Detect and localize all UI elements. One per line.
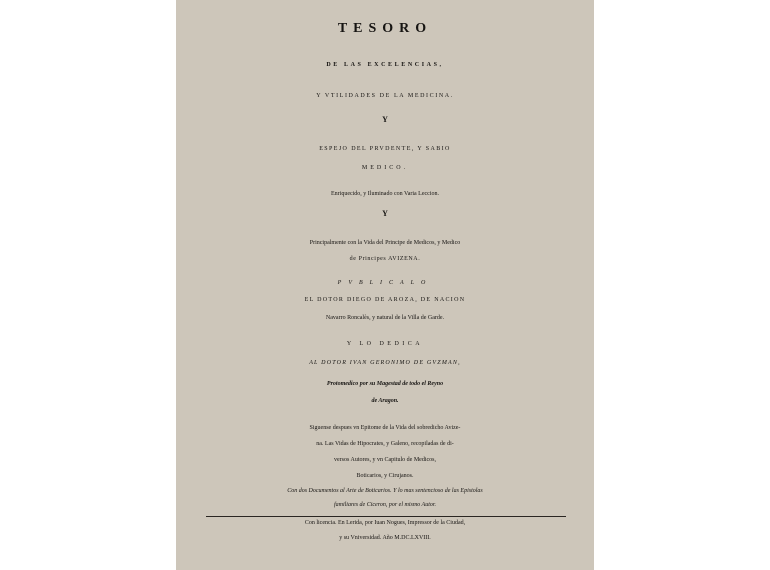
appendix-line: familiares de Ciceron, por el mismo Autor. bbox=[333, 502, 437, 508]
dedication-heading: Y LO DEDICA bbox=[346, 341, 424, 347]
title-page bbox=[176, 0, 594, 570]
conjunction-y: Y bbox=[382, 209, 388, 218]
appendix-line: Con dos Documentos al Arte de Boticarios. Y lo mas sentencioso de las Epistolas bbox=[287, 488, 483, 494]
contents-line: na. Las Vidas de Hipocrates, y Galeno, recopiladas de di- bbox=[316, 441, 454, 447]
imprint-line: Con licencia. En Lerida, por Iuan Nogues, Impressor de la Ciudad, bbox=[304, 520, 466, 526]
subtitle-line: DE LAS EXCELENCIAS, bbox=[326, 62, 444, 68]
contents-line: Boticarios, y Cirujanos. bbox=[356, 473, 414, 479]
dedicatee-title: Protomedico por su Magestad de todo el Reyno bbox=[326, 381, 444, 387]
author-heading: PVBLICALO bbox=[337, 280, 433, 286]
imprint-line: y su Vniversidad. Año M.DC.LXVIII. bbox=[339, 535, 431, 541]
dedicatee-name: AL DOTOR IVAN GERONIMO DE GVZMAN, bbox=[309, 360, 461, 366]
author-name: EL DOTOR DIEGO DE AROZA, DE NACION bbox=[304, 297, 466, 303]
subtitle-line: Enriquecido, y Iluminado con Varia Leccion. bbox=[330, 191, 440, 197]
imprint-rule bbox=[206, 516, 566, 517]
conjunction-y: Y bbox=[382, 115, 388, 124]
dedicatee-title: de Aragon. bbox=[371, 398, 399, 404]
subtitle-line: MEDICO. bbox=[361, 165, 409, 171]
subtitle-line: ESPEJO DEL PRVDENTE, Y SABIO bbox=[319, 146, 451, 152]
author-origin: Navarro Roncalès, y natural de la Villa de Garde. bbox=[325, 315, 445, 321]
book-title: TESORO bbox=[337, 21, 433, 36]
subtitle-line: Y VTILIDADES DE LA MEDICINA. bbox=[316, 93, 454, 99]
contents-line: versos Autores, y vn Capitulo de Medicos, bbox=[334, 457, 436, 463]
subtitle-line: de Principes AVIZENA. bbox=[349, 256, 421, 262]
contents-line: Siguense despues vn Epitome de la Vida del sobredicho Avize- bbox=[309, 425, 461, 431]
subtitle-line: Principalmente con la Vida del Principe de Medicos, y Medico bbox=[309, 240, 461, 246]
